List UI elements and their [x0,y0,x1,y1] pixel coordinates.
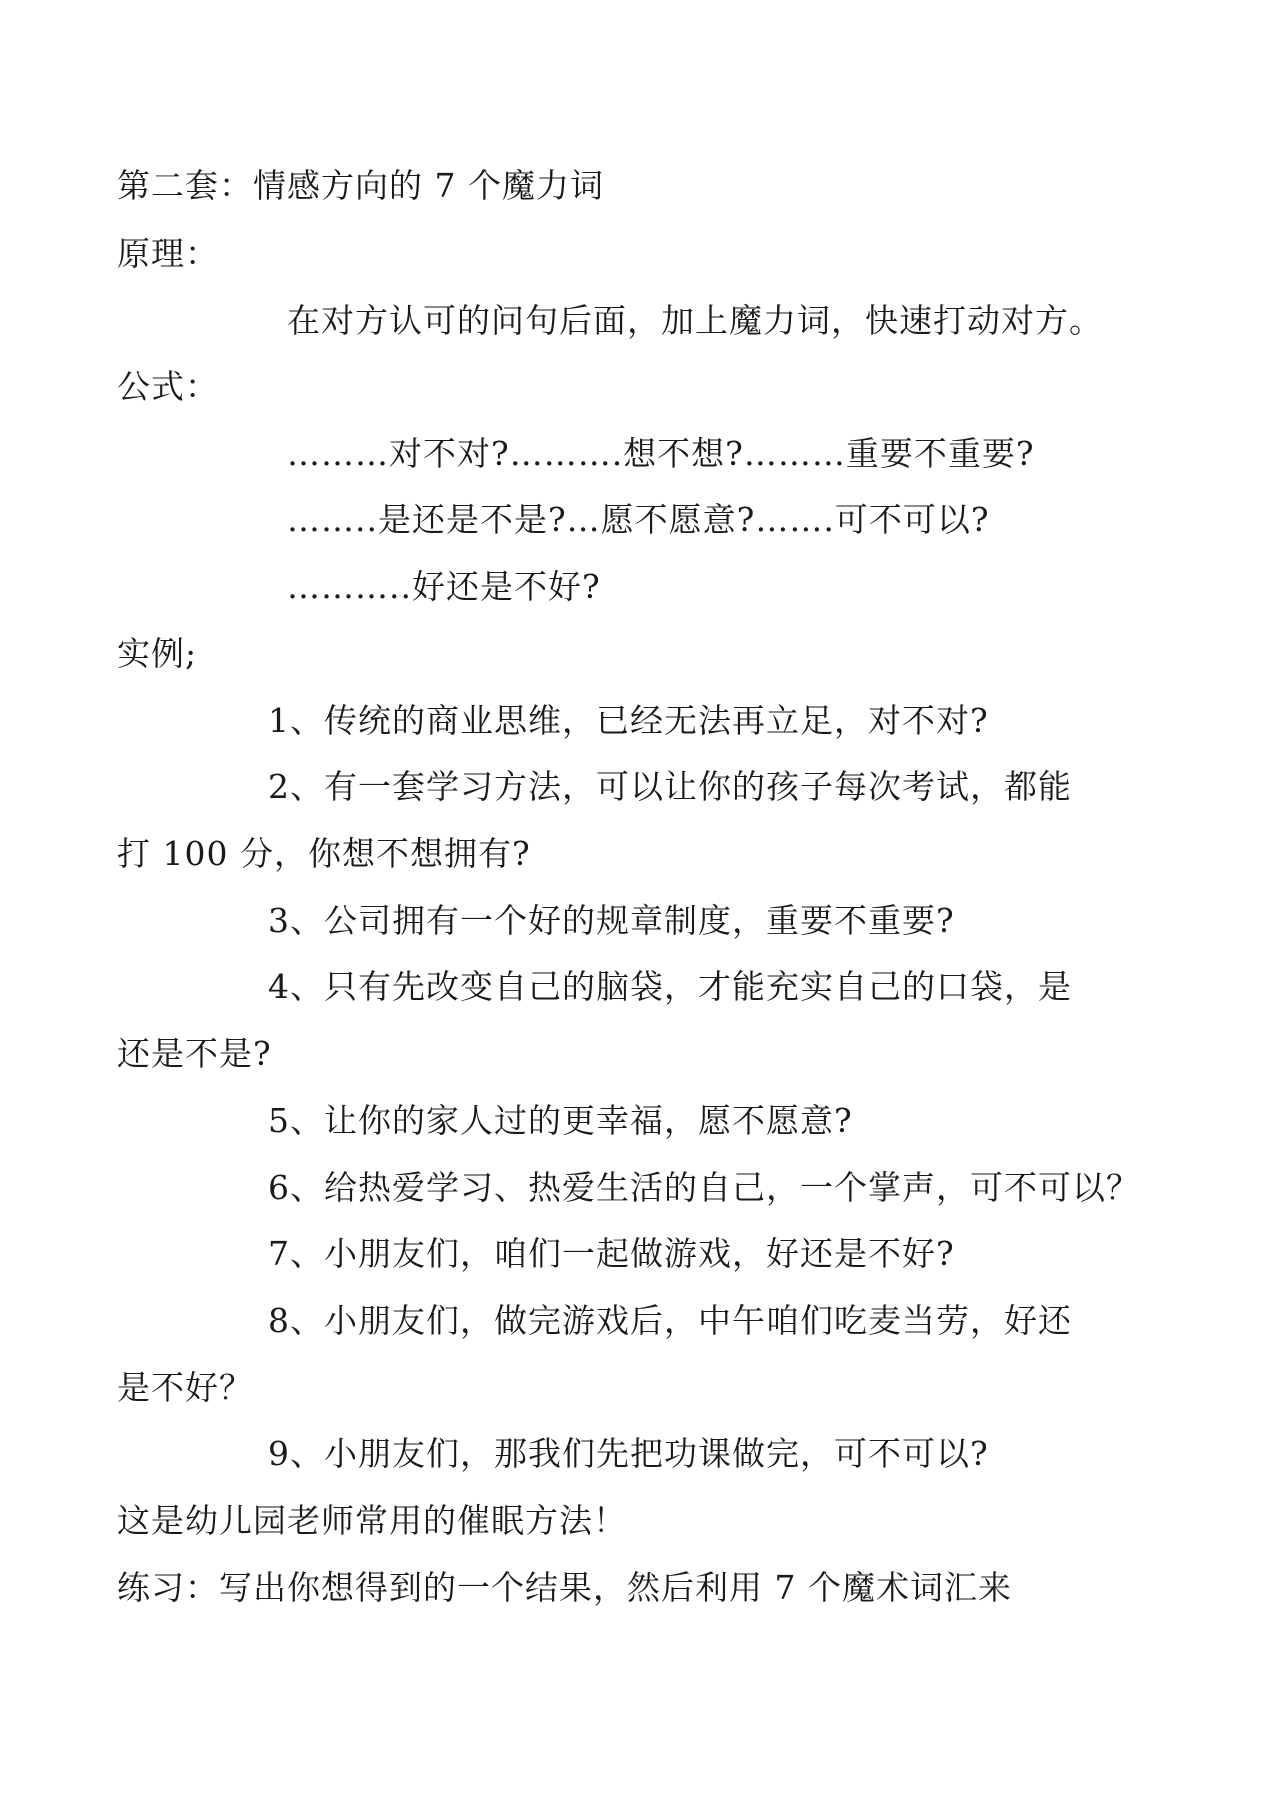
practice-text: 练习：写出你想得到的一个结果，然后利用 7 个魔术词汇来 [117,1568,1012,1607]
formula-line: ………对不对?……….想不想?………重要不重要? [287,434,1035,473]
example-line: 8、小朋友们，做完游戏后，中午咱们吃麦当劳，好还 [268,1301,1072,1340]
formula-line: ………..好还是不好? [287,567,601,606]
principle-text: 在对方认可的问句后面，加上魔力词，快速打动对方。 [287,301,1103,340]
example-line: 6、给热爱学习、热爱生活的自己，一个掌声，可不可以？ [268,1168,1140,1207]
example-line: 3、公司拥有一个好的规章制度，重要不重要? [268,901,955,940]
example-line: 5、让你的家人过的更幸福，愿不愿意? [268,1101,853,1140]
example-line: 1、传统的商业思维，已经无法再立足，对不对? [268,701,989,740]
document-title: 第二套：情感方向的 7 个魔力词 [117,166,604,205]
note-text: 这是幼儿园老师常用的催眠方法！ [117,1501,627,1540]
example-line: 9、小朋友们，那我们先把功课做完，可不可以? [268,1434,989,1473]
example-line: 2、有一套学习方法，可以让你的孩子每次考试，都能 [268,767,1072,806]
example-line-continued: 打 100 分，你想不想拥有? [117,834,531,873]
example-line: 7、小朋友们，咱们一起做游戏，好还是不好? [268,1234,955,1273]
principle-label: 原理： [117,234,219,273]
example-line-continued: 还是不是? [117,1034,272,1073]
formula-line: ……..是还是不是?…愿不愿意?…….可不可以? [287,500,990,539]
example-line-continued: 是不好？ [117,1368,253,1407]
examples-label: 实例; [117,634,198,673]
example-line: 4、只有先改变自己的脑袋，才能充实自己的口袋，是 [268,967,1072,1006]
formula-label: 公式： [117,367,219,406]
